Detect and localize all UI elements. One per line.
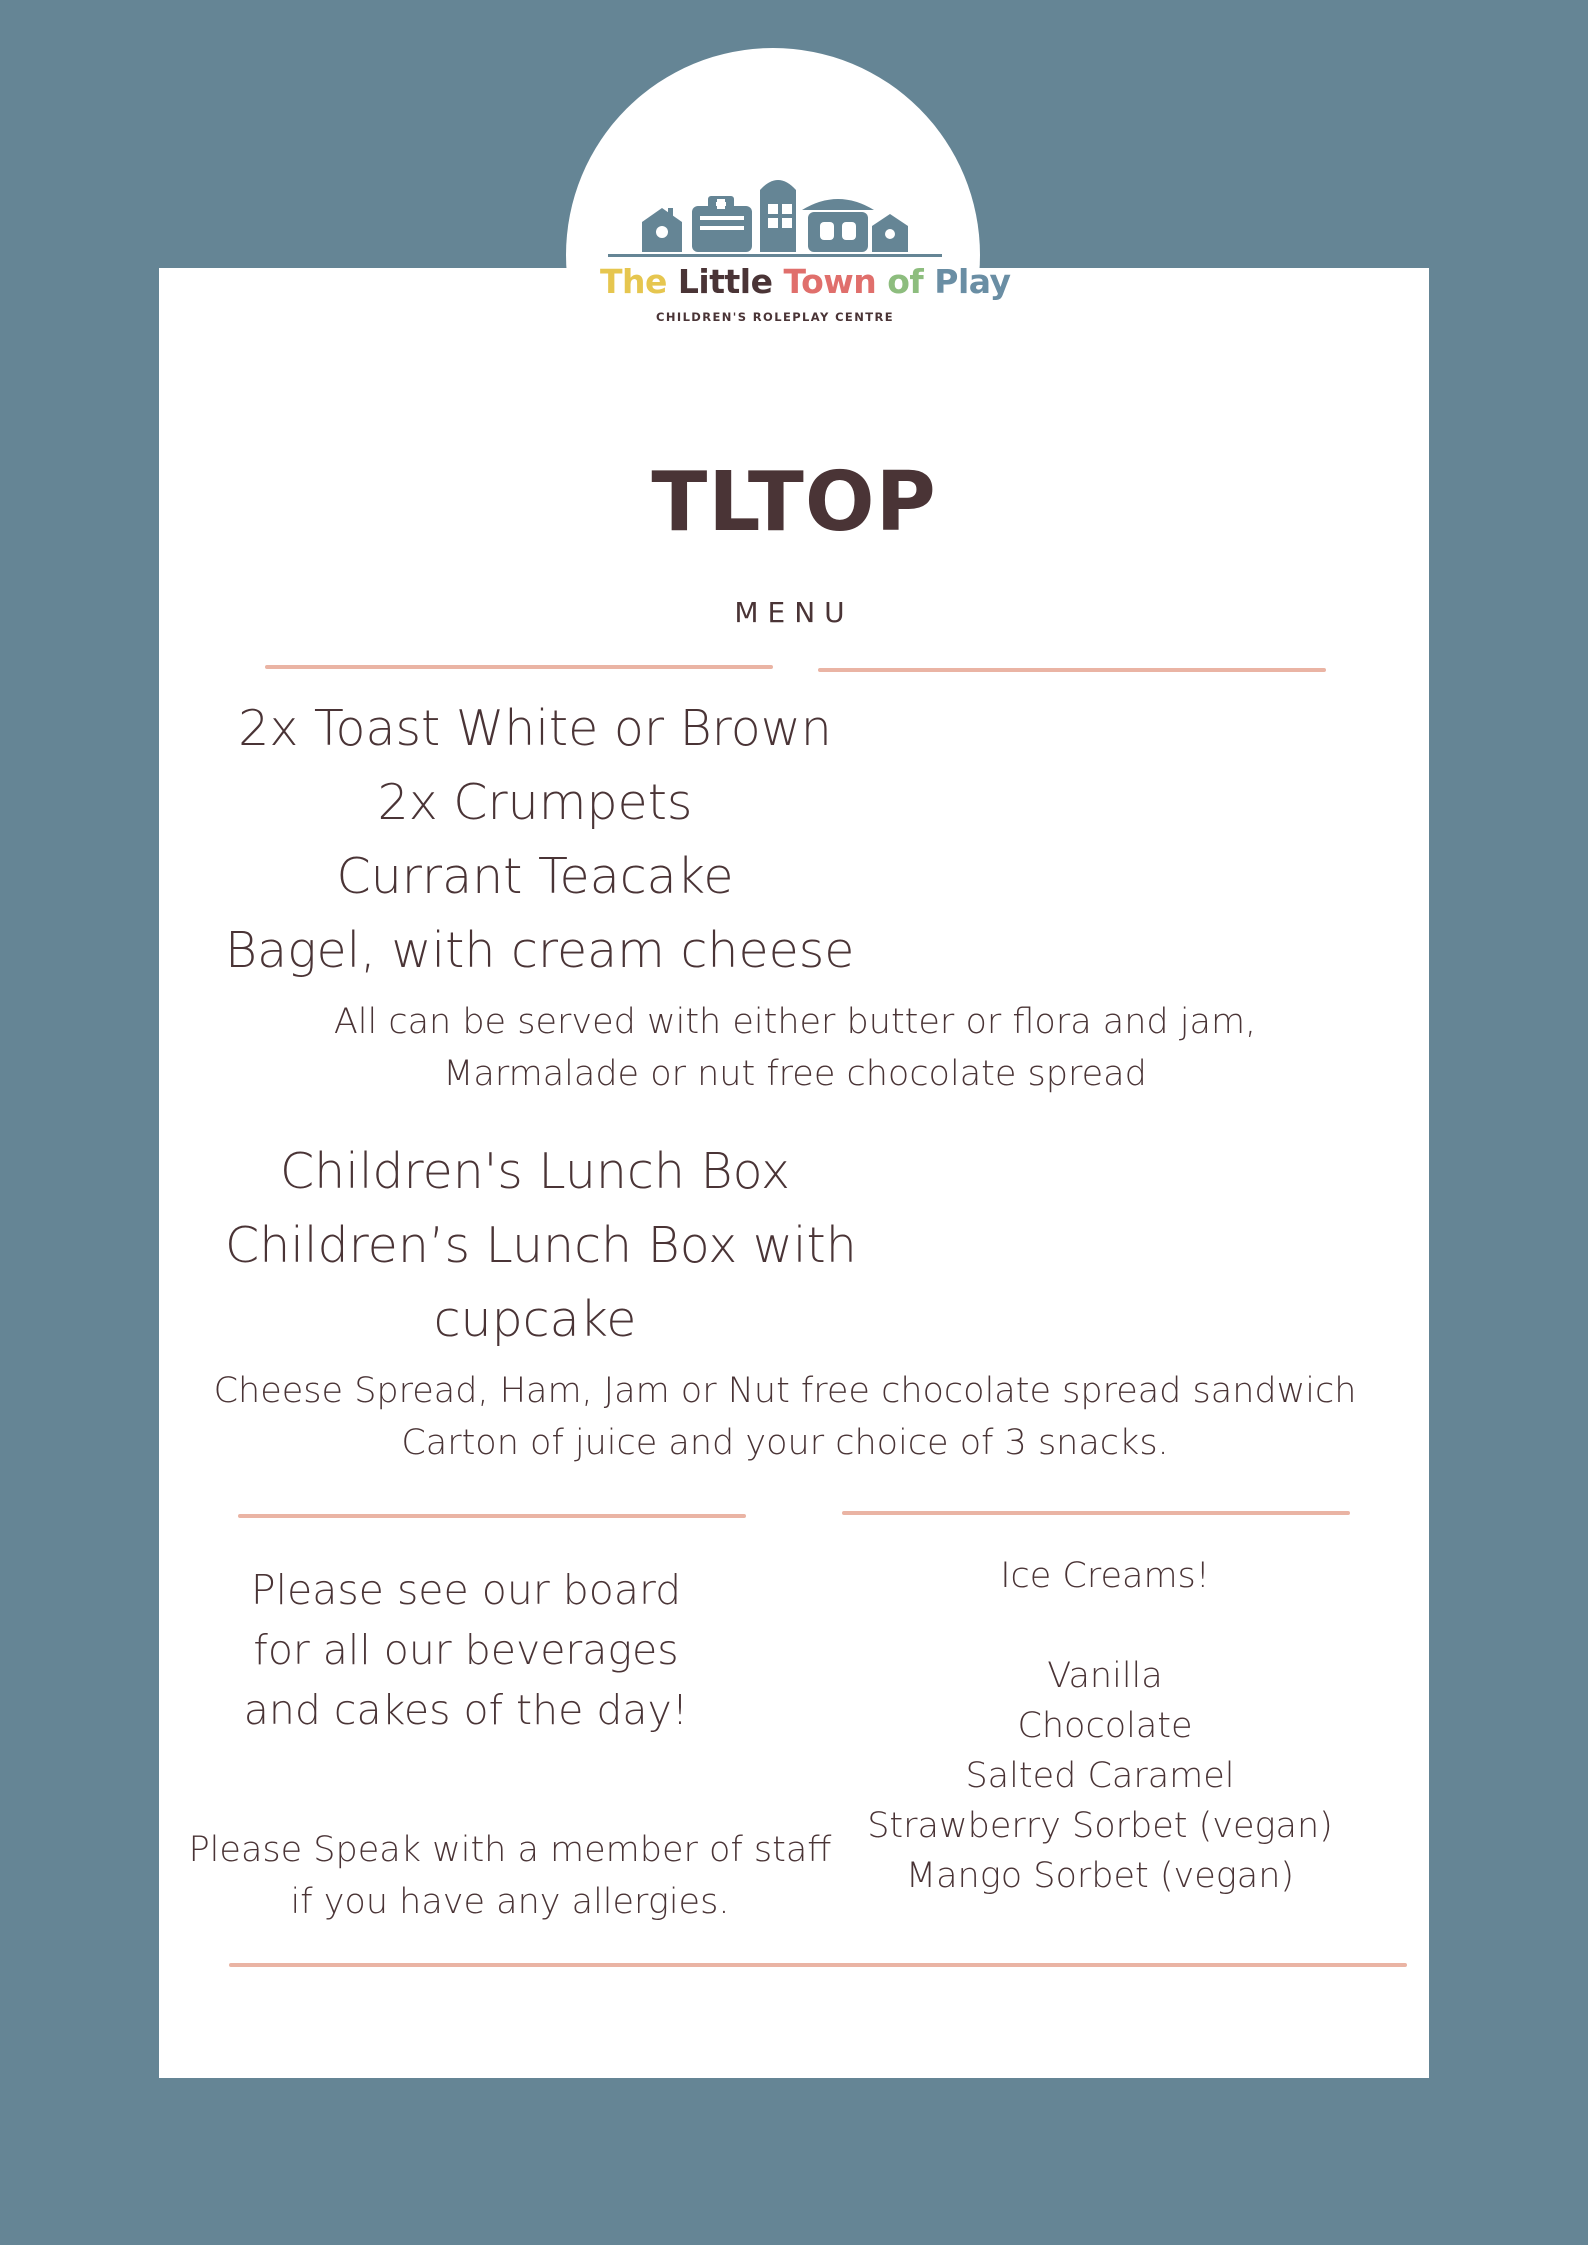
divider — [818, 668, 1326, 672]
brand-tagline: CHILDREN'S ROLEPLAY CENTRE — [656, 310, 894, 324]
menu-item: cupcake — [433, 1291, 637, 1348]
ice-cream-flavour: Vanilla — [1047, 1656, 1163, 1696]
board-notice: for all our beverages — [253, 1626, 679, 1674]
brand-word-3: Town — [783, 262, 877, 301]
brand-name — [600, 262, 1011, 301]
brand-word-4: of — [887, 262, 924, 301]
breakfast-note: Marmalade or nut free chocolate spread — [443, 1054, 1147, 1094]
menu-item: Children’s Lunch Box with — [225, 1217, 857, 1274]
page-title: TLTOP — [651, 455, 937, 550]
menu-item: Bagel, with cream cheese — [225, 922, 855, 979]
ice-creams-heading: Ice Creams! — [1000, 1556, 1210, 1596]
board-notice: Please see our board — [250, 1566, 682, 1614]
brand-word-1: The — [600, 262, 667, 301]
houses-icon — [600, 160, 950, 260]
ice-cream-flavour: Salted Caramel — [965, 1756, 1235, 1796]
menu-subtitle: MENU — [734, 596, 854, 629]
menu-item: Children's Lunch Box — [279, 1143, 791, 1200]
breakfast-note: All can be served with either butter or flora and jam, — [333, 1002, 1257, 1042]
lunch-note: Cheese Spread, Ham, Jam or Nut free chocolate spread sandwich — [213, 1371, 1357, 1411]
board-notice: and cakes of the day! — [243, 1686, 689, 1734]
allergy-notice: Please Speak with a member of staff — [188, 1830, 832, 1870]
menu-item: 2x Crumpets — [377, 774, 693, 831]
divider — [842, 1511, 1350, 1515]
brand-word-5: Play — [934, 262, 1011, 301]
menu-item: 2x Toast White or Brown — [238, 700, 832, 757]
allergy-notice: if you have any allergies. — [290, 1882, 730, 1922]
logo — [600, 160, 1011, 340]
divider — [265, 665, 773, 669]
ice-cream-flavour: Strawberry Sorbet (vegan) — [867, 1806, 1333, 1846]
divider — [229, 1963, 1407, 1967]
ice-cream-flavour: Mango Sorbet (vegan) — [905, 1856, 1295, 1896]
menu-item: Currant Teacake — [336, 848, 734, 905]
brand-word-2: Little — [677, 262, 773, 301]
lunch-note: Carton of juice and your choice of 3 snacks. — [401, 1423, 1169, 1463]
ice-cream-flavour: Chocolate — [1017, 1706, 1193, 1746]
divider — [238, 1514, 746, 1518]
